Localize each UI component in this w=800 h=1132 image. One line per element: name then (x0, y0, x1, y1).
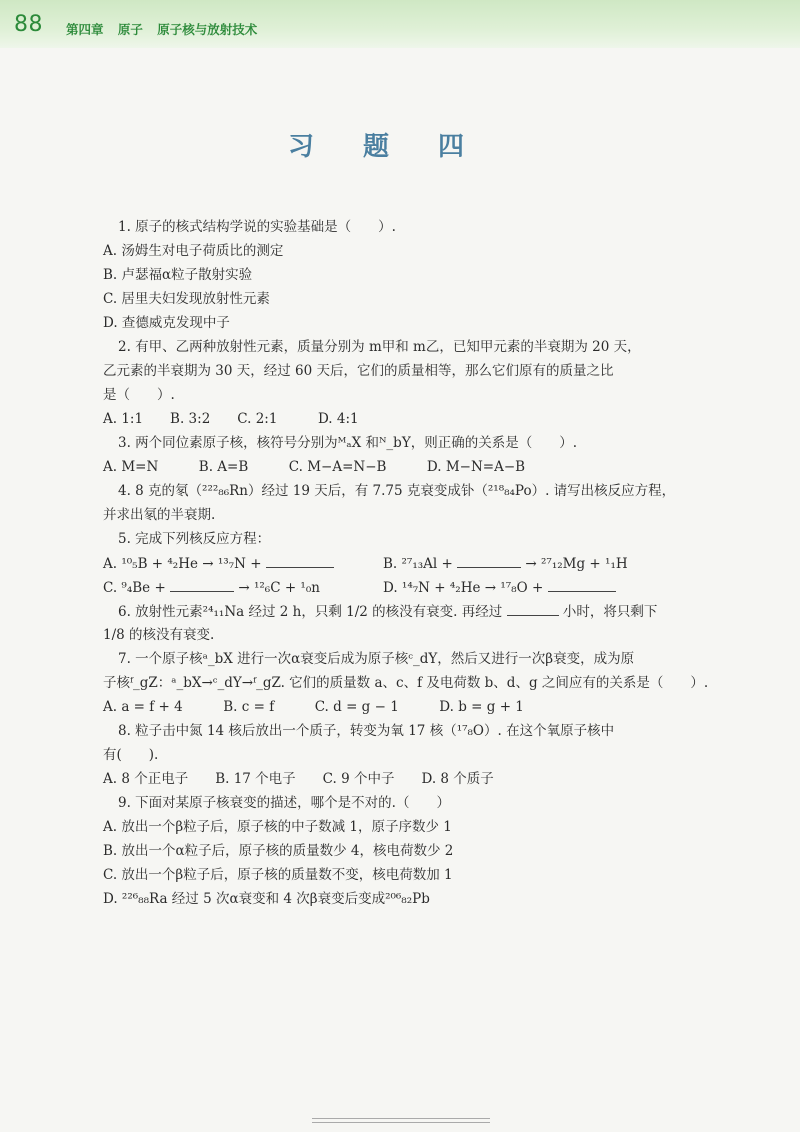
question-2-line-1: 2. 有甲、乙两种放射性元素，质量分别为 m甲和 m乙，已知甲元素的半衰期为 20 天， (118, 339, 641, 355)
q3-options: A. M=N B. A=B C. M−A=N−B D. M−N=A−B (103, 459, 526, 475)
q1-option-c: C. 居里夫妇发现放射性元素 (103, 291, 270, 307)
bottom-divider (312, 1118, 490, 1123)
question-1: 1. 原子的核式结构学说的实验基础是（ ）. (118, 219, 396, 235)
q5c-text-end: → ¹²₆C + ¹₀n (238, 580, 320, 596)
q6-blank[interactable] (507, 601, 559, 616)
page-header (0, 0, 800, 48)
q5a-blank[interactable] (266, 553, 334, 568)
question-2-line-2: 乙元素的半衰期为 30 天，经过 60 天后，它们的质量相等，那么它们原有的质量之比 (103, 363, 614, 379)
q5-option-c (103, 577, 320, 598)
page-number: 88 (14, 12, 43, 37)
question-3: 3. 两个同位素原子核，核符号分别为ᴹₐX 和ᴺ_bY，则正确的关系是（ ）. (118, 435, 578, 451)
question-6-line-2: 1/8 的核没有衰变. (103, 627, 215, 643)
q2-options: A. 1:1 B. 3:2 C. 2:1 D. 4:1 (103, 411, 359, 427)
q5-option-b (383, 553, 628, 574)
chapter-heading (66, 20, 267, 38)
question-4-line-1: 4. 8 克的氡（²²²₈₆Rn）经过 19 天后，有 7.75 克衰变成钋（²¹⁸₈₄Po）. 请写出核反应方程， (118, 483, 676, 499)
q1-option-a: A. 汤姆生对电子荷质比的测定 (103, 243, 284, 259)
exercise-title: 习 题 四 (287, 132, 485, 162)
question-5: 5. 完成下列核反应方程： (118, 531, 271, 547)
question-7-line-2: 子核ᶠ_gZ：ᵃ_bX→ᶜ_dY→ᶠ_gZ. 它们的质量数 a、c、f 及电荷数 b、d、g 之间应有的关系是（ ）. (103, 675, 709, 691)
q9-option-c: C. 放出一个β粒子后，原子核的质量数不变，核电荷数加 1 (103, 867, 453, 883)
q5-option-d (383, 577, 616, 598)
question-7-line-1: 7. 一个原子核ᵃ_bX 进行一次α衰变后成为原子核ᶜ_dY，然后又进行一次β衰变，成为原 (118, 651, 635, 667)
q6-text-end: 小时，将只剩下 (562, 604, 658, 620)
q5d-text: D. ¹⁴₇N + ⁴₂He → ¹⁷₈O + (383, 580, 544, 596)
q9-option-d: D. ²²⁶₈₈Ra 经过 5 次α衰变和 4 次β衰变后变成²⁰⁶₈₂Pb (103, 891, 430, 907)
question-2-line-3: 是（ ）. (103, 387, 175, 403)
q5a-text: A. ¹⁰₅B + ⁴₂He → ¹³₇N + (103, 556, 262, 572)
q5b-text-end: → ²⁷₁₂Mg + ¹₁H (525, 556, 628, 572)
chapter-label: 第四章 (66, 22, 104, 37)
question-4-line-2: 并求出氡的半衰期. (103, 507, 216, 523)
question-8-line-1: 8. 粒子击中氮 14 核后放出一个质子，转变为氧 17 核（¹⁷₈O）. 在这个氧原子核中 (118, 723, 615, 739)
section-label: 原子 (117, 22, 143, 37)
q7-options: A. a = f + 4 B. c = f C. d = g − 1 D. b = g + 1 (103, 699, 524, 715)
q5d-blank[interactable] (548, 577, 616, 592)
q5b-text: B. ²⁷₁₃Al + (383, 556, 453, 572)
question-9: 9. 下面对某原子核衰变的描述，哪个是不对的.（ ） (118, 795, 450, 811)
q1-option-b: B. 卢瑟福α粒子散射实验 (103, 267, 253, 283)
q1-option-d: D. 查德威克发现中子 (103, 315, 230, 331)
question-6-line-1 (118, 601, 657, 622)
q9-option-b: B. 放出一个α粒子后，原子核的质量数少 4，核电荷数少 2 (103, 843, 454, 859)
q8-options: A. 8 个正电子 B. 17 个电子 C. 9 个中子 D. 8 个质子 (103, 771, 494, 787)
q5b-blank[interactable] (457, 553, 521, 568)
question-8-line-2: 有( ). (103, 747, 159, 763)
q5-option-a (103, 553, 334, 574)
topic-label: 原子核与放射技术 (157, 22, 258, 37)
q9-option-a: A. 放出一个β粒子后，原子核的中子数减 1，原子序数少 1 (103, 819, 452, 835)
q6-text-start: 6. 放射性元素²⁴₁₁Na 经过 2 h，只剩 1/2 的核没有衰变. 再经过 (118, 604, 503, 620)
q5c-text: C. ⁹₄Be + (103, 580, 166, 596)
q5c-blank[interactable] (170, 577, 234, 592)
